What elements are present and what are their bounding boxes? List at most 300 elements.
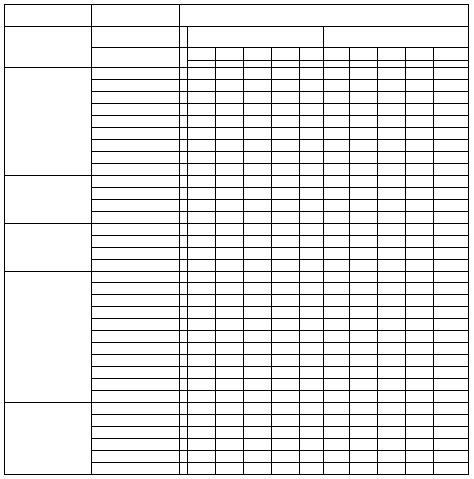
activity-label — [92, 343, 180, 355]
planning-cell — [188, 116, 216, 128]
planning-cell — [350, 152, 378, 164]
planning-cell — [350, 355, 378, 367]
header-spacer — [378, 61, 406, 68]
planning-cell — [188, 152, 216, 164]
planning-cell — [244, 224, 272, 236]
planning-cell — [324, 307, 350, 319]
planning-cell — [378, 403, 406, 415]
planning-cell — [216, 391, 244, 403]
planning-cell — [434, 272, 469, 283]
planning-cell — [434, 379, 469, 391]
planning-cell — [324, 236, 350, 248]
planning-cell — [324, 439, 350, 451]
planning-cell — [244, 415, 272, 427]
planning-cell — [406, 307, 434, 319]
planning-cell — [244, 355, 272, 367]
planning-cell — [300, 260, 324, 272]
planning-cell — [300, 355, 324, 367]
planning-cell — [180, 427, 188, 439]
narrow-header — [180, 27, 188, 48]
activity-label — [92, 355, 180, 367]
competence-cell — [4, 176, 92, 224]
planning-cell — [350, 391, 378, 403]
header-spacer — [272, 61, 300, 68]
activity-label — [92, 92, 180, 104]
planning-cell — [180, 68, 188, 80]
planning-cell — [350, 379, 378, 391]
planning-cell — [350, 451, 378, 463]
planning-cell — [180, 236, 188, 248]
planning-cell — [180, 224, 188, 236]
planning-cell — [272, 331, 300, 343]
planning-cell — [272, 355, 300, 367]
planning-cell — [434, 68, 469, 80]
planning-cell — [300, 415, 324, 427]
planning-cell — [180, 403, 188, 415]
planning-cell — [188, 451, 216, 463]
planning-cell — [216, 140, 244, 152]
activity-label — [92, 104, 180, 116]
activity-label — [92, 295, 180, 307]
planning-cell — [434, 140, 469, 152]
planning-cell — [216, 355, 244, 367]
planning-cell — [188, 343, 216, 355]
planning-cell — [216, 164, 244, 176]
planning-cell — [180, 355, 188, 367]
planning-cell — [244, 104, 272, 116]
planning-cell — [350, 140, 378, 152]
planning-cell — [434, 391, 469, 403]
planning-cell — [216, 403, 244, 415]
planning-cell — [350, 104, 378, 116]
planning-cell — [350, 260, 378, 272]
planning-cell — [272, 283, 300, 295]
planning-cell — [272, 116, 300, 128]
planning-cell — [272, 307, 300, 319]
planning-cell — [350, 403, 378, 415]
planning-cell — [216, 272, 244, 283]
planning-cell — [350, 439, 378, 451]
planning-cell — [350, 80, 378, 92]
planning-cell — [300, 164, 324, 176]
planning-cell — [188, 331, 216, 343]
planning-cell — [272, 439, 300, 451]
planning-cell — [378, 224, 406, 236]
planning-cell — [180, 128, 188, 140]
planning-cell — [272, 272, 300, 283]
planning-cell — [180, 260, 188, 272]
planning-cell — [350, 331, 378, 343]
planning-cell — [434, 367, 469, 379]
activity-label — [92, 307, 180, 319]
planning-cell — [244, 236, 272, 248]
planning-cell — [188, 140, 216, 152]
planning-cell — [378, 331, 406, 343]
planning-cell — [434, 212, 469, 224]
planning-cell — [324, 248, 350, 260]
planning-cell — [378, 260, 406, 272]
planning-cell — [272, 212, 300, 224]
planning-cell — [216, 212, 244, 224]
planning-cell — [244, 116, 272, 128]
planning-cell — [272, 128, 300, 140]
planning-cell — [180, 80, 188, 92]
planning-cell — [350, 367, 378, 379]
planning-cell — [180, 176, 188, 188]
periode-label-2 — [324, 37, 469, 48]
planning-cell — [244, 451, 272, 463]
planning-cell — [378, 319, 406, 331]
planning-cell — [216, 415, 244, 427]
planning-cell — [272, 164, 300, 176]
planning-cell — [350, 415, 378, 427]
activity-label — [92, 140, 180, 152]
planning-cell — [272, 415, 300, 427]
activity-label — [92, 152, 180, 164]
periode-label-1 — [188, 37, 324, 48]
planning-cell — [378, 343, 406, 355]
planning-cell — [216, 295, 244, 307]
activity-label — [92, 80, 180, 92]
planning-cell — [378, 236, 406, 248]
activity-label — [92, 379, 180, 391]
planning-cell — [244, 379, 272, 391]
planning-cell — [406, 92, 434, 104]
planning-cell — [434, 331, 469, 343]
planning-cell — [406, 272, 434, 283]
planning-cell — [188, 391, 216, 403]
planning-cell — [180, 319, 188, 331]
planning-cell — [324, 92, 350, 104]
planning-cell — [188, 415, 216, 427]
activity-label — [92, 403, 180, 415]
planning-cell — [324, 128, 350, 140]
planning-cell — [300, 283, 324, 295]
planning-cell — [216, 128, 244, 140]
period-number — [300, 48, 324, 61]
activity-label — [92, 68, 180, 80]
activity-label — [92, 272, 180, 283]
planning-cell — [378, 164, 406, 176]
planning-cell — [180, 272, 188, 283]
planning-cell — [180, 104, 188, 116]
planning-cell — [272, 80, 300, 92]
planning-cell — [324, 104, 350, 116]
planning-cell — [180, 140, 188, 152]
planning-cell — [272, 295, 300, 307]
planning-cell — [300, 248, 324, 260]
activity-label — [92, 319, 180, 331]
planning-cell — [406, 152, 434, 164]
planning-cell — [244, 343, 272, 355]
planning-cell — [406, 415, 434, 427]
activity-label — [92, 248, 180, 260]
planning-cell — [434, 188, 469, 200]
planning-cell — [300, 367, 324, 379]
planning-cell — [378, 379, 406, 391]
planning-cell — [434, 355, 469, 367]
planning-cell — [324, 415, 350, 427]
planning-cell — [188, 104, 216, 116]
planning-cell — [324, 116, 350, 128]
planning-cell — [272, 152, 300, 164]
planning-cell — [434, 463, 469, 475]
planning-cell — [406, 391, 434, 403]
planning-cell — [244, 403, 272, 415]
planning-cell — [244, 463, 272, 475]
planning-cell — [300, 272, 324, 283]
planning-cell — [406, 343, 434, 355]
planning-cell — [188, 403, 216, 415]
planning-cell — [434, 164, 469, 176]
planning-cell — [216, 283, 244, 295]
planning-cell — [272, 104, 300, 116]
planning-cell — [324, 367, 350, 379]
planning-cell — [324, 212, 350, 224]
planning-cell — [324, 200, 350, 212]
planning-cell — [180, 188, 188, 200]
planning-cell — [406, 176, 434, 188]
activity-label — [92, 212, 180, 224]
planning-cell — [272, 463, 300, 475]
planning-cell — [180, 439, 188, 451]
planning-cell — [378, 451, 406, 463]
planning-cell — [378, 140, 406, 152]
planning-cell — [434, 176, 469, 188]
planning-cell — [350, 295, 378, 307]
period-number — [324, 48, 350, 61]
planning-cell — [188, 463, 216, 475]
planning-cell — [244, 92, 272, 104]
liste-blank — [92, 48, 180, 68]
planning-cell — [378, 176, 406, 188]
planning-cell — [300, 463, 324, 475]
planning-cell — [188, 427, 216, 439]
activity-label — [92, 164, 180, 176]
planning-cell — [406, 248, 434, 260]
planning-cell — [378, 283, 406, 295]
planning-cell — [216, 116, 244, 128]
planning-cell — [406, 331, 434, 343]
planning-cell — [350, 116, 378, 128]
planning-cell — [272, 379, 300, 391]
header-spacer — [406, 61, 434, 68]
activity-label — [92, 427, 180, 439]
planning-cell — [300, 295, 324, 307]
planning-cell — [244, 80, 272, 92]
planning-cell — [272, 236, 300, 248]
planning-cell — [244, 200, 272, 212]
planning-cell — [244, 140, 272, 152]
planning-cell — [300, 224, 324, 236]
planning-cell — [324, 224, 350, 236]
planning-cell — [180, 295, 188, 307]
planning-cell — [244, 439, 272, 451]
planning-cell — [378, 188, 406, 200]
planning-cell — [406, 463, 434, 475]
planning-cell — [216, 152, 244, 164]
planning-cell — [180, 391, 188, 403]
planning-cell — [434, 427, 469, 439]
activity-label — [92, 116, 180, 128]
planning-cell — [244, 319, 272, 331]
planning-cell — [300, 427, 324, 439]
planning-cell — [350, 212, 378, 224]
planning-cell — [324, 463, 350, 475]
planning-cell — [378, 391, 406, 403]
planning-cell — [434, 80, 469, 92]
planning-cell — [180, 367, 188, 379]
planning-cell — [188, 68, 216, 80]
planning-cell — [300, 140, 324, 152]
planning-cell — [350, 188, 378, 200]
period-number — [216, 48, 244, 61]
planning-cell — [300, 319, 324, 331]
activity-label — [92, 236, 180, 248]
planning-cell — [244, 295, 272, 307]
planning-cell — [216, 260, 244, 272]
activities-header — [92, 4, 180, 27]
planning-cell — [378, 307, 406, 319]
planning-cell — [350, 343, 378, 355]
planning-cell — [180, 463, 188, 475]
planning-cell — [272, 260, 300, 272]
period-number — [434, 48, 469, 61]
planning-cell — [350, 92, 378, 104]
planning-cell — [272, 176, 300, 188]
planning-cell — [406, 116, 434, 128]
planning-cell — [216, 224, 244, 236]
planning-cell — [324, 272, 350, 283]
planning-cell — [180, 343, 188, 355]
planning-cell — [216, 200, 244, 212]
activity-label — [92, 188, 180, 200]
planning-cell — [300, 104, 324, 116]
planning-cell — [180, 164, 188, 176]
planning-cell — [272, 451, 300, 463]
period-number — [272, 48, 300, 61]
planning-cell — [272, 343, 300, 355]
period-number — [188, 48, 216, 61]
activity-label — [92, 451, 180, 463]
planning-cell — [188, 92, 216, 104]
header-spacer — [216, 61, 244, 68]
planning-cell — [324, 331, 350, 343]
planning-cell — [272, 319, 300, 331]
planning-cell — [300, 68, 324, 80]
planning-cell — [378, 128, 406, 140]
planning-cell — [434, 104, 469, 116]
planning-cell — [434, 236, 469, 248]
planning-cell — [244, 331, 272, 343]
planning-cell — [216, 331, 244, 343]
activity-label — [92, 439, 180, 451]
planning-cell — [350, 427, 378, 439]
planning-cell — [216, 236, 244, 248]
planning-cell — [180, 451, 188, 463]
planning-cell — [434, 152, 469, 164]
planning-cell — [378, 367, 406, 379]
planning-cell — [180, 212, 188, 224]
planning-cell — [300, 128, 324, 140]
planning-cell — [406, 427, 434, 439]
planning-cell — [244, 152, 272, 164]
planning-cell — [406, 295, 434, 307]
planning-cell — [300, 236, 324, 248]
planning-cell — [244, 391, 272, 403]
planning-cell — [324, 164, 350, 176]
planning-cell — [272, 224, 300, 236]
planning-cell — [216, 80, 244, 92]
planning-cell — [180, 415, 188, 427]
period-number — [244, 48, 272, 61]
planning-cell — [406, 379, 434, 391]
planning-cell — [378, 80, 406, 92]
planning-cell — [188, 248, 216, 260]
planning-cell — [350, 176, 378, 188]
planning-cell — [300, 176, 324, 188]
planning-cell — [406, 140, 434, 152]
period-number — [350, 48, 378, 61]
planning-cell — [434, 116, 469, 128]
planning-cell — [324, 140, 350, 152]
planning-cell — [300, 451, 324, 463]
planning-cell — [216, 104, 244, 116]
planning-cell — [434, 248, 469, 260]
planning-cell — [272, 427, 300, 439]
competence-cell — [4, 403, 92, 475]
planning-cell — [434, 343, 469, 355]
planning-cell — [378, 68, 406, 80]
planning-cell — [324, 80, 350, 92]
planning-cell — [350, 68, 378, 80]
planning-cell — [300, 391, 324, 403]
planning-cell — [406, 319, 434, 331]
planning-cell — [180, 283, 188, 295]
planning-cell — [324, 283, 350, 295]
planning-cell — [188, 272, 216, 283]
planning-cell — [244, 272, 272, 283]
planning-cell — [434, 92, 469, 104]
planning-cell — [406, 164, 434, 176]
planning-cell — [300, 331, 324, 343]
planning-cell — [244, 260, 272, 272]
planning-cell — [378, 295, 406, 307]
planning-cell — [434, 319, 469, 331]
planning-cell — [324, 343, 350, 355]
planning-cell — [188, 439, 216, 451]
planning-cell — [378, 355, 406, 367]
planning-cell — [180, 331, 188, 343]
planning-cell — [300, 343, 324, 355]
header-spacer — [300, 61, 324, 68]
planning-cell — [272, 68, 300, 80]
planning-cell — [188, 176, 216, 188]
planning-cell — [180, 92, 188, 104]
planning-cell — [434, 200, 469, 212]
planning-cell — [188, 355, 216, 367]
planning-cell — [244, 68, 272, 80]
planning-cell — [324, 260, 350, 272]
planning-cell — [350, 307, 378, 319]
planning-cell — [188, 212, 216, 224]
planning-cell — [406, 80, 434, 92]
planning-cell — [188, 307, 216, 319]
planning-cell — [434, 415, 469, 427]
activity-label — [92, 367, 180, 379]
competence-cell — [4, 68, 92, 176]
planning-cell — [350, 248, 378, 260]
